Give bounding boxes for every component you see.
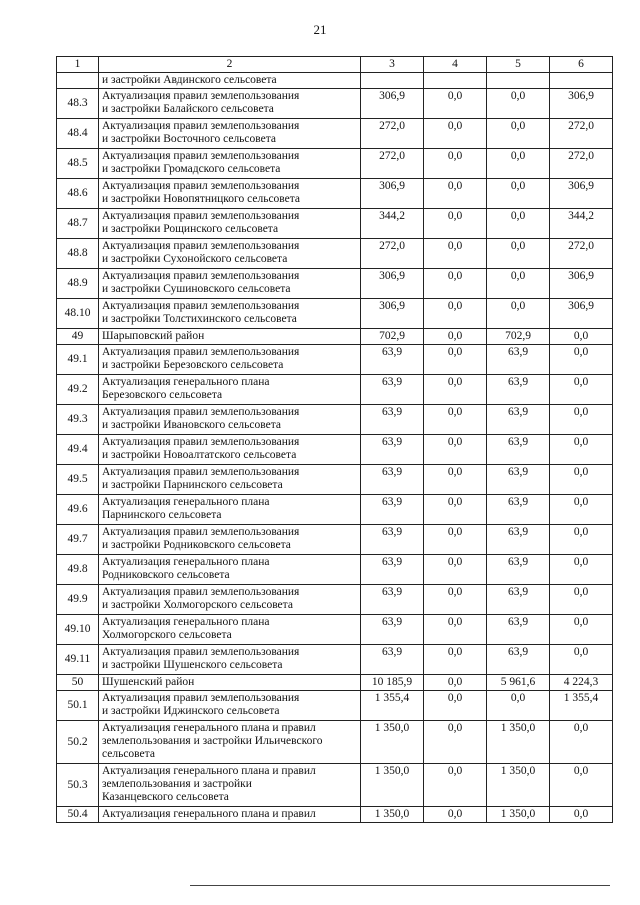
table-row [57, 495, 613, 525]
value-col-5: 5 961,6 [487, 675, 550, 691]
table-row [57, 345, 613, 375]
table-row [57, 89, 613, 119]
value-col-4: 0,0 [424, 329, 487, 345]
row-number: 50.3 [57, 764, 99, 807]
row-number: 50.4 [57, 807, 99, 823]
value-col-4: 0,0 [424, 525, 487, 555]
table-row [57, 269, 613, 299]
value-col-5: 0,0 [487, 691, 550, 721]
value-col-6: 0,0 [550, 615, 613, 645]
value-col-4 [424, 73, 487, 89]
row-number: 49.4 [57, 435, 99, 465]
value-col-3: 63,9 [361, 615, 424, 645]
table-row [57, 435, 613, 465]
value-col-4: 0,0 [424, 721, 487, 764]
table-row [57, 555, 613, 585]
row-number: 48.4 [57, 119, 99, 149]
value-col-6: 272,0 [550, 119, 613, 149]
row-name: Актуализация правил землепользования и застройки Ивановского сельсовета [99, 405, 361, 435]
value-col-6: 0,0 [550, 405, 613, 435]
value-col-4: 0,0 [424, 807, 487, 823]
table-row [57, 585, 613, 615]
bottom-rule [190, 885, 610, 886]
row-number: 49.9 [57, 585, 99, 615]
value-col-5: 0,0 [487, 149, 550, 179]
value-col-5: 63,9 [487, 585, 550, 615]
value-col-4: 0,0 [424, 149, 487, 179]
value-col-6: 0,0 [550, 345, 613, 375]
value-col-5: 0,0 [487, 89, 550, 119]
value-col-4: 0,0 [424, 209, 487, 239]
row-number: 48.7 [57, 209, 99, 239]
value-col-3: 63,9 [361, 435, 424, 465]
row-name: Актуализация правил землепользования и застройки Громадского сельсовета [99, 149, 361, 179]
value-col-6: 0,0 [550, 329, 613, 345]
row-number: 49.3 [57, 405, 99, 435]
row-name: Шарыповский район [99, 329, 361, 345]
value-col-5: 63,9 [487, 375, 550, 405]
value-col-6: 0,0 [550, 375, 613, 405]
row-number: 49.10 [57, 615, 99, 645]
row-name: Актуализация правил землепользования и застройки Иджинского сельсовета [99, 691, 361, 721]
header-cell: 6 [550, 57, 613, 73]
value-col-5: 63,9 [487, 465, 550, 495]
row-number: 48.9 [57, 269, 99, 299]
value-col-3: 63,9 [361, 555, 424, 585]
value-col-4: 0,0 [424, 645, 487, 675]
header-cell: 3 [361, 57, 424, 73]
row-name: Актуализация генерального плана и правил [99, 807, 361, 823]
row-name: Актуализация правил землепользования и застройки Рощинского сельсовета [99, 209, 361, 239]
value-col-4: 0,0 [424, 585, 487, 615]
value-col-5: 63,9 [487, 495, 550, 525]
row-name: Актуализация правил землепользования и застройки Сушиновского сельсовета [99, 269, 361, 299]
row-number: 48.8 [57, 239, 99, 269]
value-col-4: 0,0 [424, 299, 487, 329]
row-number [57, 73, 99, 89]
row-number: 49.5 [57, 465, 99, 495]
row-name: Актуализация правил землепользования и застройки Толстихинского сельсовета [99, 299, 361, 329]
value-col-5: 63,9 [487, 555, 550, 585]
value-col-5: 0,0 [487, 299, 550, 329]
value-col-5: 0,0 [487, 239, 550, 269]
value-col-4: 0,0 [424, 179, 487, 209]
table-row [57, 239, 613, 269]
value-col-5: 63,9 [487, 405, 550, 435]
row-name: Актуализация правил землепользования и застройки Новопятницкого сельсовета [99, 179, 361, 209]
value-col-4: 0,0 [424, 405, 487, 435]
page-number: 21 [313, 22, 327, 37]
table-row [57, 329, 613, 345]
row-number: 49.1 [57, 345, 99, 375]
header-cell: 1 [57, 57, 99, 73]
row-name: Актуализация правил землепользования и застройки Новоалтатского сельсовета [99, 435, 361, 465]
value-col-6: 0,0 [550, 807, 613, 823]
value-col-4: 0,0 [424, 495, 487, 525]
row-name: Актуализация генерального плана Березовского сельсовета [99, 375, 361, 405]
row-number: 49.6 [57, 495, 99, 525]
value-col-5: 1 350,0 [487, 764, 550, 807]
value-col-5: 63,9 [487, 525, 550, 555]
value-col-5: 63,9 [487, 645, 550, 675]
value-col-5: 1 350,0 [487, 721, 550, 764]
row-name: Актуализация правил землепользования и застройки Балайского сельсовета [99, 89, 361, 119]
row-number: 49.2 [57, 375, 99, 405]
value-col-6: 0,0 [550, 435, 613, 465]
value-col-3: 306,9 [361, 299, 424, 329]
value-col-4: 0,0 [424, 615, 487, 645]
value-col-4: 0,0 [424, 764, 487, 807]
table-row [57, 465, 613, 495]
row-name: Актуализация генерального плана и правил землепользования и застройки Ильичевского сельсовета [99, 721, 361, 764]
row-name: Актуализация правил землепользования и застройки Шушенского сельсовета [99, 645, 361, 675]
row-name: Актуализация правил землепользования и застройки Сухонойского сельсовета [99, 239, 361, 269]
row-name: Актуализация правил землепользования и застройки Парнинского сельсовета [99, 465, 361, 495]
value-col-3: 306,9 [361, 89, 424, 119]
budget-table [56, 56, 613, 823]
table-row [57, 179, 613, 209]
table-row [57, 149, 613, 179]
value-col-3: 1 350,0 [361, 721, 424, 764]
value-col-6: 4 224,3 [550, 675, 613, 691]
row-number: 48.6 [57, 179, 99, 209]
table-row [57, 691, 613, 721]
value-col-3: 63,9 [361, 525, 424, 555]
row-name: Актуализация генерального плана Парнинского сельсовета [99, 495, 361, 525]
value-col-3: 10 185,9 [361, 675, 424, 691]
row-name: Актуализация генерального плана Родниковского сельсовета [99, 555, 361, 585]
value-col-3: 1 355,4 [361, 691, 424, 721]
value-col-6: 272,0 [550, 239, 613, 269]
value-col-3: 272,0 [361, 149, 424, 179]
table-row [57, 645, 613, 675]
value-col-6: 306,9 [550, 89, 613, 119]
value-col-4: 0,0 [424, 119, 487, 149]
value-col-6: 0,0 [550, 721, 613, 764]
value-col-6: 0,0 [550, 525, 613, 555]
value-col-6: 0,0 [550, 465, 613, 495]
header-cell: 5 [487, 57, 550, 73]
table-row [57, 375, 613, 405]
table-header-row [57, 57, 613, 73]
row-number: 49 [57, 329, 99, 345]
value-col-4: 0,0 [424, 675, 487, 691]
value-col-5: 0,0 [487, 179, 550, 209]
value-col-5: 0,0 [487, 209, 550, 239]
row-number: 48.3 [57, 89, 99, 119]
value-col-3: 63,9 [361, 375, 424, 405]
row-name: Актуализация генерального плана и правил землепользования и застройки Казанцевского сельсовета [99, 764, 361, 807]
value-col-3: 272,0 [361, 119, 424, 149]
table-row [57, 119, 613, 149]
table-row [57, 299, 613, 329]
value-col-4: 0,0 [424, 89, 487, 119]
value-col-6: 0,0 [550, 764, 613, 807]
value-col-3: 272,0 [361, 239, 424, 269]
value-col-3: 306,9 [361, 179, 424, 209]
value-col-3: 702,9 [361, 329, 424, 345]
value-col-4: 0,0 [424, 691, 487, 721]
table-row [57, 615, 613, 645]
value-col-4: 0,0 [424, 269, 487, 299]
row-name: Шушенский район [99, 675, 361, 691]
row-name: Актуализация правил землепользования и застройки Березовского сельсовета [99, 345, 361, 375]
value-col-4: 0,0 [424, 375, 487, 405]
table-row [57, 525, 613, 555]
header-cell: 2 [99, 57, 361, 73]
row-name: Актуализация генерального плана Холмогорского сельсовета [99, 615, 361, 645]
value-col-3: 63,9 [361, 495, 424, 525]
value-col-6: 272,0 [550, 149, 613, 179]
value-col-3: 1 350,0 [361, 764, 424, 807]
header-cell: 4 [424, 57, 487, 73]
value-col-4: 0,0 [424, 435, 487, 465]
value-col-6: 306,9 [550, 179, 613, 209]
row-number: 49.7 [57, 525, 99, 555]
table-row [57, 764, 613, 807]
value-col-5: 63,9 [487, 345, 550, 375]
value-col-6: 0,0 [550, 645, 613, 675]
row-name: Актуализация правил землепользования и застройки Холмогорского сельсовета [99, 585, 361, 615]
value-col-6 [550, 73, 613, 89]
value-col-3: 1 350,0 [361, 807, 424, 823]
row-number: 50.2 [57, 721, 99, 764]
table-row [57, 209, 613, 239]
value-col-6: 306,9 [550, 269, 613, 299]
value-col-6: 344,2 [550, 209, 613, 239]
value-col-5: 0,0 [487, 119, 550, 149]
value-col-6: 306,9 [550, 299, 613, 329]
row-number: 48.5 [57, 149, 99, 179]
table-row [57, 807, 613, 823]
value-col-4: 0,0 [424, 555, 487, 585]
row-name: и застройки Авдинского сельсовета [99, 73, 361, 89]
value-col-3: 63,9 [361, 345, 424, 375]
value-col-5: 1 350,0 [487, 807, 550, 823]
value-col-5: 63,9 [487, 615, 550, 645]
value-col-4: 0,0 [424, 345, 487, 375]
row-number: 49.8 [57, 555, 99, 585]
value-col-4: 0,0 [424, 239, 487, 269]
value-col-3: 63,9 [361, 585, 424, 615]
value-col-5: 63,9 [487, 435, 550, 465]
table-row [57, 675, 613, 691]
table-row [57, 721, 613, 764]
value-col-6: 1 355,4 [550, 691, 613, 721]
value-col-3 [361, 73, 424, 89]
row-name: Актуализация правил землепользования и застройки Родниковского сельсовета [99, 525, 361, 555]
value-col-3: 63,9 [361, 405, 424, 435]
table-row [57, 405, 613, 435]
table-row [57, 73, 613, 89]
value-col-6: 0,0 [550, 585, 613, 615]
row-number: 50 [57, 675, 99, 691]
value-col-5: 702,9 [487, 329, 550, 345]
row-name: Актуализация правил землепользования и застройки Восточного сельсовета [99, 119, 361, 149]
row-number: 50.1 [57, 691, 99, 721]
value-col-3: 63,9 [361, 645, 424, 675]
value-col-5 [487, 73, 550, 89]
row-number: 49.11 [57, 645, 99, 675]
value-col-6: 0,0 [550, 555, 613, 585]
value-col-4: 0,0 [424, 465, 487, 495]
value-col-3: 344,2 [361, 209, 424, 239]
row-number: 48.10 [57, 299, 99, 329]
value-col-3: 306,9 [361, 269, 424, 299]
value-col-5: 0,0 [487, 269, 550, 299]
value-col-6: 0,0 [550, 495, 613, 525]
value-col-3: 63,9 [361, 465, 424, 495]
